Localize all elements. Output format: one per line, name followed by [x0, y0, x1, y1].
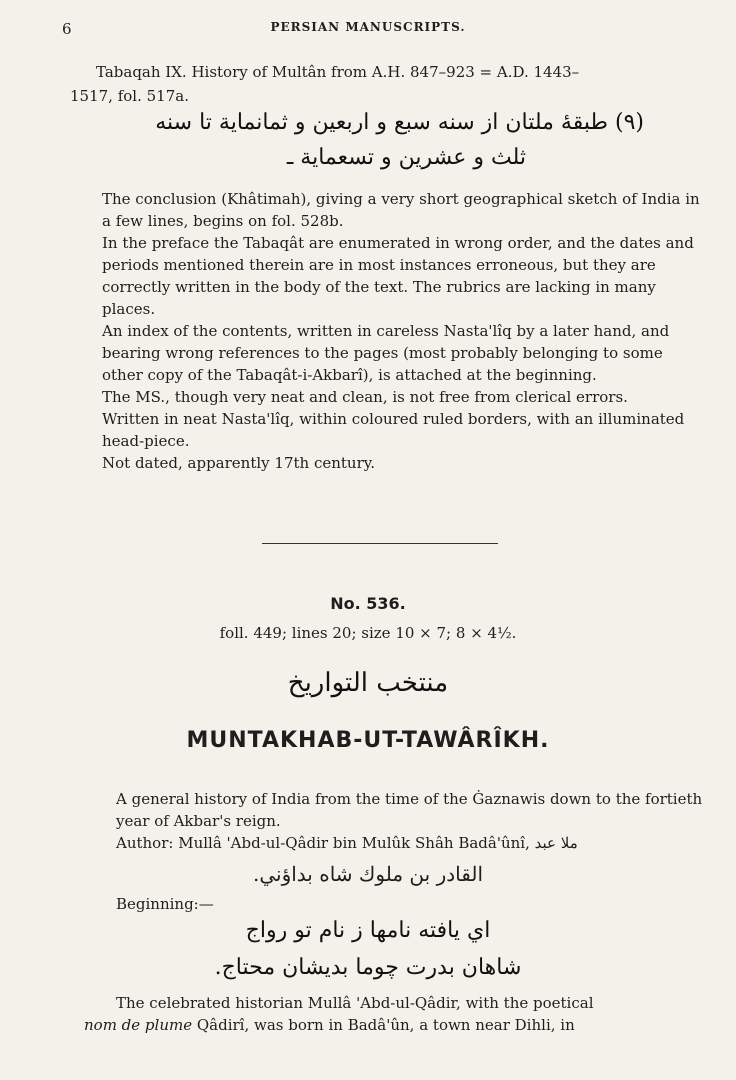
- beginning-label: Beginning:—: [116, 895, 214, 913]
- page-number: 6: [62, 20, 72, 38]
- running-head: PERSIAN MANUSCRIPTS.: [270, 20, 466, 34]
- description-section-2: [84, 788, 704, 854]
- description-section-3: [84, 992, 704, 1036]
- manuscript-title: MUNTAKHAB-UT-TAWÂRÎKH.: [186, 728, 550, 753]
- paragraph-historian-line-2-rest: Qâdirî, was born in Badâ'ûn, a town near Dihli, in: [192, 1016, 575, 1034]
- author-arabic: القادر بن ملوك شاه بداؤني.: [253, 862, 483, 886]
- manuscript-number: No. 536.: [330, 594, 406, 613]
- tabaqah-arabic-line-2: ثلث و عشرين و تسعماية ـ: [286, 145, 526, 170]
- pen-name-italic: nom de plume: [84, 1016, 193, 1034]
- paragraph-historian-line-2: [84, 1014, 704, 1036]
- paragraph-general-history: A general history of India from the time of the Ġaznawis down to the fortieth year of Akbar's reign.: [116, 790, 703, 830]
- paragraph-date: Not dated, apparently 17th century.: [102, 454, 375, 472]
- title-arabic: منتخب التواريخ: [287, 668, 449, 698]
- manuscript-physical-description: foll. 449; lines 20; size 10 × 7; 8 × 4½.: [219, 624, 517, 642]
- tabaqah-heading: [70, 60, 696, 108]
- description-section-1: [70, 188, 700, 474]
- tabaqah-line-2: 1517, fol. 517a.: [70, 87, 189, 105]
- tabaqah-line-1: Tabaqah IX. History of Multân from A.H. 847–923 = A.D. 1443–: [96, 63, 580, 81]
- verse-line-2: شاهان بدرت چوما بديشان محتاج.: [214, 955, 522, 980]
- paragraph-author: Author: Mullâ 'Abd-ul-Qâdir bin Mulûk Shâh Badâ'ûnî, ملا عبد: [116, 834, 578, 852]
- paragraph-index: An index of the contents, written in careless Nasta'lîq by a later hand, and bearing wrong references to the pages (most probably belonging to some other copy of the Tabaqât-i-Akbarî), is attached at the beginning.: [102, 322, 670, 384]
- paragraph-script: Written in neat Nasta'lîq, within coloured ruled borders, with an illuminated head-piece.: [102, 410, 685, 450]
- paragraph-conclusion: The conclusion (Khâtimah), giving a very short geographical sketch of India in a few lines, begins on fol. 528b.: [102, 190, 700, 230]
- paragraph-historian-line-1: The celebrated historian Mullâ 'Abd-ul-Qâdir, with the poetical: [116, 994, 594, 1012]
- paragraph-errors: The MS., though very neat and clean, is not free from clerical errors.: [102, 388, 628, 406]
- tabaqah-arabic-line-1: (٩) طبقهٔ ملتان از سنه سبع و اربعين و ثمانماية تا سنه: [155, 110, 644, 135]
- verse-line-1: اي يافته نامها ز نام تو رواج: [245, 918, 491, 943]
- paragraph-preface: In the preface the Tabaqât are enumerated in wrong order, and the dates and periods mentioned therein are in most instances erroneous, but they are correctly written in the body of the text. The rubrics are lacking in many places.: [102, 234, 694, 318]
- section-divider: [262, 543, 498, 544]
